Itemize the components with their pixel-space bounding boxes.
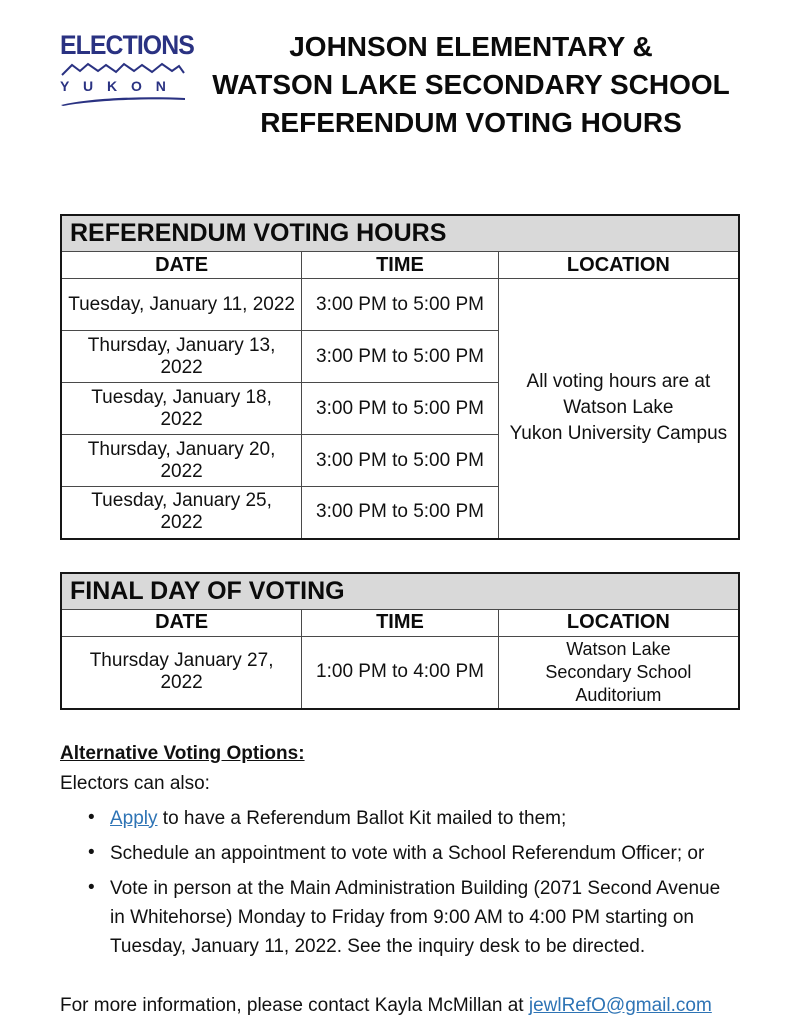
table-title-bar: FINAL DAY OF VOTING — [61, 573, 739, 610]
contact-email-link[interactable]: jewlRefO@gmail.com — [528, 994, 712, 1016]
date-cell: Thursday January 27, 2022 — [61, 636, 302, 709]
alternative-options-heading: Alternative Voting Options: — [60, 742, 305, 764]
elections-yukon-logo — [60, 28, 192, 106]
column-header-row — [61, 252, 739, 279]
location-line: Secondary School — [545, 661, 692, 682]
location-line: Auditorium — [575, 684, 662, 705]
date-cell: Thursday, January 20, 2022 — [61, 435, 302, 487]
title-line-2: WATSON LAKE SECONDARY SCHOOL — [212, 69, 730, 100]
table-row — [61, 279, 739, 331]
vote-in-person-bullet-text: Vote in person at the Main Administration Building (2071 Second Avenue in Whitehorse) Monday to Friday from 9:00 AM to 4:00 PM starting on Tuesday, January 11, 2022. See the inquiry desk to be directed. — [110, 877, 721, 957]
date-column-header: DATE — [61, 252, 302, 279]
final-day-of-voting-table — [60, 572, 740, 710]
logo-swoosh-icon — [60, 96, 186, 106]
time-cell: 3:00 PM to 5:00 PM — [302, 279, 499, 331]
table-row — [61, 636, 739, 709]
contact-text: For more information, please contact Kayla McMillan at — [60, 994, 529, 1016]
time-column-header: TIME — [302, 609, 499, 636]
date-cell: Tuesday, January 18, 2022 — [61, 383, 302, 435]
location-column-header: LOCATION — [498, 252, 739, 279]
time-cell: 3:00 PM to 5:00 PM — [302, 487, 499, 539]
list-item — [60, 874, 740, 961]
document-header — [60, 28, 740, 142]
alternative-voting-options-section — [60, 740, 740, 961]
time-cell: 1:00 PM to 4:00 PM — [302, 636, 499, 709]
apply-bullet-rest: to have a Referendum Ballot Kit mailed to them; — [157, 807, 567, 829]
bullet-icon: • — [88, 806, 95, 828]
title-line-3: REFERENDUM VOTING HOURS — [260, 107, 682, 138]
apply-bullet-text — [110, 804, 740, 833]
column-header-row — [61, 609, 739, 636]
location-cell — [498, 636, 739, 709]
time-cell: 3:00 PM to 5:00 PM — [302, 435, 499, 487]
location-line: Watson Lake — [566, 638, 671, 659]
schedule-bullet-text: Schedule an appointment to vote with a School Referendum Officer; or — [110, 842, 705, 864]
location-note-line: Yukon University Campus — [509, 423, 728, 445]
location-note-line: All voting hours are at — [526, 371, 711, 393]
document-title — [192, 28, 740, 142]
bullet-icon: • — [88, 841, 95, 863]
title-line-1: JOHNSON ELEMENTARY & — [289, 31, 653, 62]
location-merged-cell — [498, 279, 739, 539]
electors-intro-text: Electors can also: — [60, 772, 210, 794]
date-cell: Tuesday, January 25, 2022 — [61, 487, 302, 539]
time-cell: 3:00 PM to 5:00 PM — [302, 331, 499, 383]
date-column-header: DATE — [61, 609, 302, 636]
date-cell: Thursday, January 13, 2022 — [61, 331, 302, 383]
table-title-bar: REFERENDUM VOTING HOURS — [61, 215, 739, 252]
mountain-range-icon — [60, 61, 186, 77]
list-item — [60, 804, 740, 833]
time-cell: 3:00 PM to 5:00 PM — [302, 383, 499, 435]
contact-footer — [60, 995, 740, 1017]
list-item — [60, 839, 740, 868]
date-cell: Tuesday, January 11, 2022 — [61, 279, 302, 331]
alternative-options-list — [60, 804, 740, 961]
time-column-header: TIME — [302, 252, 499, 279]
referendum-voting-hours-table — [60, 214, 740, 540]
bullet-icon: • — [88, 876, 95, 898]
location-note-line: Watson Lake — [563, 397, 674, 419]
apply-link[interactable]: Apply — [110, 807, 158, 829]
logo-elections-text: ELECTIONS — [60, 30, 194, 60]
logo-yukon-text: Y U K O N — [60, 78, 171, 94]
location-column-header: LOCATION — [498, 609, 739, 636]
